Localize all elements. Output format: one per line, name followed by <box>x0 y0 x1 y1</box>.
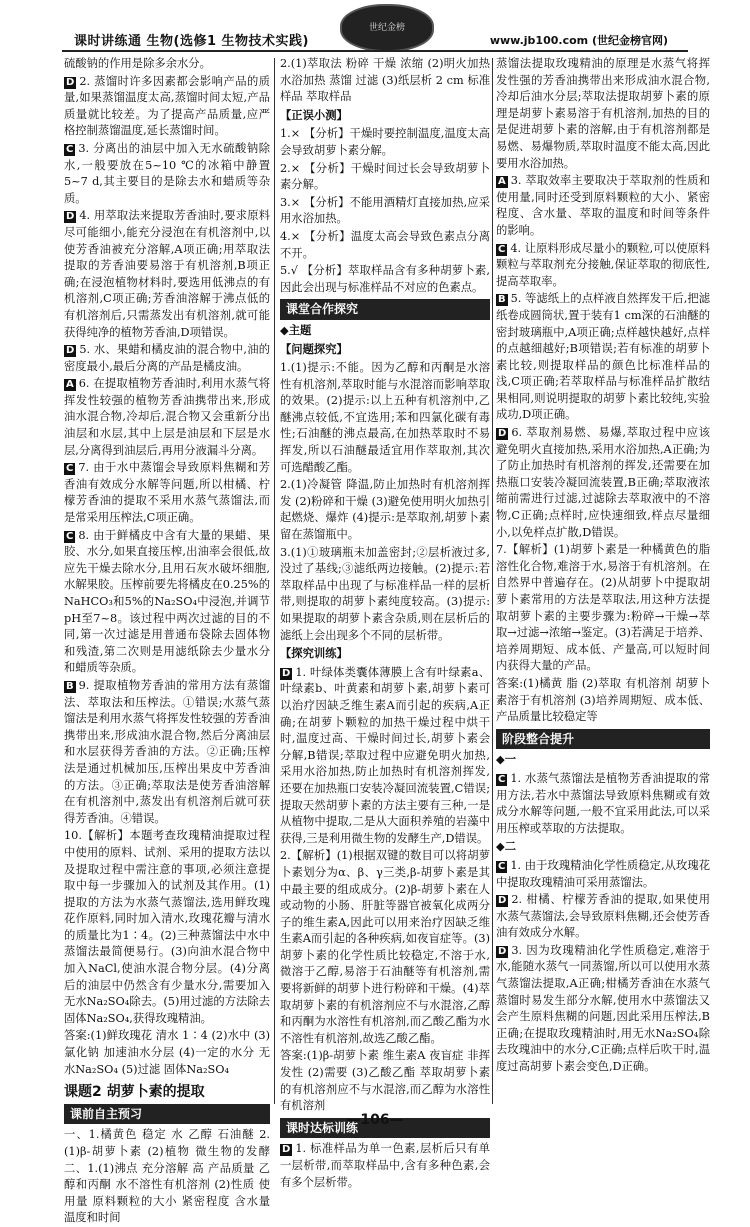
paragraph-text: 2.× 【分析】干燥时间过长会导致胡萝卜素分解。 <box>280 161 490 192</box>
paragraph-text: ◆主题 <box>280 323 312 337</box>
answer-letter-badge: C <box>498 243 506 255</box>
paragraph-text: 答案:(1)β-胡萝卜素 维生素A 夜盲症 非挥发性 (2)需要 (3)乙酸乙酯 萃取胡萝卜素的有机溶剂应不与水混溶,而乙醇为水溶性有机溶剂 <box>280 1049 490 1113</box>
answer-paragraph <box>280 545 490 645</box>
answer-letter-badge: D <box>66 76 75 88</box>
paragraph-text: 一、1.橘黄色 稳定 水 乙醇 石油醚 2.(1)β-胡萝卜素 (2)植物 微生物的发酵 二、1.(1)沸点 充分溶解 高 产品质量 乙醇和丙酮 水不溶性有机溶剂 (2)性质 使用量 原料颗粒的大小 紧密程度 含水量 温度和时间 <box>64 1128 270 1225</box>
paragraph-text: 6. 萃取剂易燃、易爆,萃取过程中应该避免明火直接加热,采用水浴加热,A正确;为了防止加热时有机溶剂的挥发,还需要在加热瓶口安装冷凝回流装置,B正确;萃取液浓缩前需进行过滤,过滤除去萃取液中的不溶物,C正确;点样时,应快速细致,样点尽量细小,以免样点扩散,D错误。 <box>496 426 710 539</box>
paragraph-text: 3. 萃取效率主要取决于萃取剂的性质和使用量,同时还受到原料颗粒的大小、紧密程度、含水量、萃取的温度和时间等条件的影响。 <box>496 174 710 237</box>
answer-paragraph <box>64 376 270 459</box>
paragraph-text: 2.(1)萃取法 粉碎 干燥 浓缩 (2)明火加热 水浴加热 蒸馏 过滤 (3)纸层析 2 cm 标准样品 萃取样品 <box>280 57 490 104</box>
paragraph-text: 2. 柑橘、柠檬芳香油的提取,如果使用水蒸气蒸馏法,会导致原料焦糊,还会使芳香油有效成分水解。 <box>496 893 710 940</box>
paragraph-text: 4. 用萃取法来提取芳香油时,要求原料尽可能细小,能充分浸泡在有机溶剂中,以使芳香油被充分溶解,A项正确;用萃取法提取的芳香油要易溶于有机溶剂,B项正确;在浸泡植物材料时,要选用低沸点的有机溶剂,C项正确;芳香油溶解于沸点低的有机溶剂后,只需蒸发出有机溶剂,就可能获得纯净的植物芳香油,D项错误。 <box>64 209 270 339</box>
answer-paragraph <box>280 229 490 262</box>
answer-paragraph <box>280 665 490 848</box>
answer-paragraph <box>280 360 490 476</box>
answer-paragraph <box>64 141 270 207</box>
answer-paragraph <box>280 195 490 228</box>
column-right <box>496 56 710 1106</box>
answer-letter-badge: D <box>498 945 507 957</box>
answer-paragraph <box>64 74 270 140</box>
answer-paragraph <box>280 1141 490 1191</box>
answer-paragraph <box>64 1028 270 1078</box>
answer-paragraph <box>64 56 270 73</box>
answer-letter-badge: D <box>282 667 291 679</box>
paragraph-text: 6. 在提取植物芳香油时,利用水蒸气将挥发性较强的植物芳香油携带出来,形成油水混合物,冷却后,混合物又会重新分出油层和水层,其中上层是油层和下层是水层,分离得到油层后,再用分液漏斗分离。 <box>64 377 270 457</box>
answer-paragraph <box>64 528 270 677</box>
answer-letter-badge: D <box>498 895 507 907</box>
paragraph-text: ◆一 <box>496 753 516 767</box>
paragraph-text: 3. 因为玫瑰精油化学性质稳定,难溶于水,能随水蒸气一同蒸馏,所以可以使用水蒸气蒸馏法提取,A正确;柑橘芳香油在水蒸气蒸馏时易发生部分水解,使用水中蒸馏法又会产生原料焦糊的问题,因此采用压榨法,B正确;在提取玫瑰精油时,用无水Na₂SO₄除去玫瑰油中的水分,C正确;点样后吹干时,温度过高胡萝卜素会变色,D正确。 <box>496 943 710 1074</box>
answer-letter-badge: B <box>66 680 74 692</box>
paragraph-text: 8. 由于鲜橘皮中含有大量的果蜡、果胶、水分,如果直接压榨,出油率会很低,故应先干燥去除水分,且用石灰水破坏细胞,水解果胶。压榨前要先将橘皮在0.25%的NaHCO₃和5%的Na₂SO₄中浸泡,并调节pH至7~8。该过程中两次过滤的目的不同,第一次过滤是用普通布袋除去固体物和残渣,第二次则是用滤纸除去少量水分和蜡质等杂质。 <box>64 528 270 675</box>
paragraph-text: 3.(1)①玻璃瓶未加盖密封;②层析液过多,没过了基线;③滤纸两边接触。(2)提示:若萃取样品中出现了与标准样品一样的层析带,则提取的胡萝卜素纯度较高。(3)提示:如果提取的胡萝卜素含杂质,则在层析后的滤纸上会出现多个不同的层析带。 <box>280 545 490 642</box>
paragraph-text: 5. 等滤纸上的点样液自然挥发干后,把滤纸卷成圆筒状,置于装有1 cm深的石油醚的密封玻璃瓶中,A项正确;点样越快越好,点样的点越细越好;B项错误;若有标准的胡萝卜素比较,则提取样品的颜色比标准样品的浅,C项正确;若萃取样品与标准样品扩散结果相同,则说明提取的胡萝卜素比较纯,实验成功,D项正确。 <box>496 292 710 422</box>
answer-paragraph <box>496 943 710 1076</box>
answer-paragraph <box>64 208 270 341</box>
paragraph-text: 硫酸钠的作用是除多余水分。 <box>64 57 211 70</box>
paragraph-text: 4. 让原料形成尽量小的颗粒,可以使原料颗粒与萃取剂充分接触,保证萃取的彻底性,提高萃取率。 <box>496 241 710 288</box>
answer-letter-badge: C <box>66 530 74 542</box>
paragraph-text: 答案:(1)橘黄 脂 (2)萃取 有机溶剂 胡萝卜素溶于有机溶剂 (3)培养周期短、成本低、产品质量比较稳定等 <box>496 676 710 724</box>
answer-paragraph <box>496 291 710 424</box>
paragraph-text: 2.(1)冷凝管 降温,防止加热时有机溶剂挥发 (2)粉碎和干燥 (3)避免使用明火加热引起燃烧、爆炸 (4)提示:是萃取剂,胡萝卜素留在蒸馏瓶中。 <box>280 478 490 542</box>
answer-paragraph <box>64 342 270 375</box>
paragraph-text: 3. 分离出的油层中加入无水硫酸钠除水,一般要放在5~10 ℃的冰箱中静置5~7 d,其主要目的是除去水和蜡质等杂质。 <box>64 141 270 205</box>
answer-letter-badge: D <box>66 211 75 223</box>
paragraph-text: 蒸馏法提取玫瑰精油的原理是水蒸气将挥发性强的芳香油携带出来形成油水混合物,冷却后油水分层;萃取法提取胡萝卜素的原理是胡萝卜素易溶于有机溶剂,加热的目的是促进胡萝卜素的溶解,由于有机溶剂都是易燃、易爆物质,萃取时温度不能太高,因此要用水浴加热。 <box>496 57 710 170</box>
paragraph-text: 2. 蒸馏时许多因素都会影响产品的质量,如果蒸馏温度太高,蒸馏时间太短,产品质量就比较差。为了提高产品质量,应严格控制蒸馏温度,延长蒸馏时间。 <box>64 74 270 138</box>
website-url: www.jb100.com (世纪金榜官网) <box>489 34 668 47</box>
answer-paragraph <box>496 892 710 942</box>
paragraph-text: 1. 水蒸气蒸馏法是植物芳香油提取的常用方法,若水中蒸馏法导致原料焦糊或有效成分水解等问题,一般不宜采用此法,可以采用压榨或萃取的方法提取。 <box>496 771 710 835</box>
answer-letter-badge: C <box>66 143 74 155</box>
answer-paragraph <box>64 828 270 1027</box>
paragraph-text: 1.× 【分析】干燥时要控制温度,温度太高会导致胡萝卜素分解。 <box>280 127 490 157</box>
paragraph-text: 【探究训练】 <box>280 647 348 661</box>
section-heading <box>496 729 710 750</box>
answer-letter-badge: C <box>498 860 506 872</box>
paragraph-text: 课题2 胡萝卜素的提取 <box>64 1084 205 1101</box>
answer-paragraph <box>280 263 490 296</box>
paragraph-text: 3.× 【分析】不能用酒精灯直接加热,应采用水浴加热。 <box>280 195 490 226</box>
paragraph-text: 【正误小测】 <box>280 108 348 122</box>
answer-paragraph <box>280 126 490 159</box>
answer-paragraph <box>496 858 710 891</box>
answer-paragraph <box>280 161 490 194</box>
paragraph-text: 7. 由于水中蒸馏会导致原料焦糊和芳香油有效成分水解等问题,所以柑橘、柠檬芳香油的提取不采用水蒸气蒸馏法,而是常采用压榨法,C项正确。 <box>64 461 270 525</box>
answer-paragraph <box>64 460 270 526</box>
subsection-tag <box>280 323 490 340</box>
subsection-tag <box>280 108 490 125</box>
paragraph-text: 4.× 【分析】温度太高会导致色素点分离不开。 <box>280 229 490 260</box>
paragraph-text: 课时达标训练 <box>286 1120 359 1135</box>
answer-letter-badge: D <box>498 428 507 440</box>
answer-paragraph <box>280 848 490 1047</box>
publisher-logo <box>340 4 434 52</box>
header-rule <box>62 50 688 52</box>
subsection-tag <box>280 646 490 663</box>
answer-paragraph <box>496 425 710 541</box>
answer-letter-badge: D <box>66 345 75 357</box>
answer-paragraph <box>64 1127 270 1227</box>
answer-paragraph <box>64 678 270 827</box>
section-heading <box>280 299 490 320</box>
paragraph-text: 【问题探究】 <box>280 342 348 356</box>
lesson-title <box>64 1084 270 1101</box>
paragraph-text: 5. 水、果蜡和橘皮油的混合物中,油的密度最小,最后分离的产品是橘皮油。 <box>64 343 270 373</box>
paragraph-text: 答案:(1)鲜玫瑰花 清水 1∶4 (2)水中 (3)氯化钠 加速油水分层 (4)一定的水分 无水Na₂SO₄ (5)过滤 固体Na₂SO₄ <box>64 1029 270 1076</box>
paragraph-text: 阶段整合提升 <box>502 731 575 746</box>
paragraph-text: 10.【解析】本题考查玫瑰精油提取过程中使用的原料、试剂、采用的提取方法以及提取过程中需注意的事项,必须注意提取中每一步骤加入的试剂及其作用。(1)提取的方法为水蒸气蒸馏法,选用鲜玫瑰花作原料,同时加入清水,玫瑰花瓣与清水的质量比为1∶4。(2)三种蒸馏法中水中蒸馏法最简便易行。(3)向油水混合物中加入NaCl,使油水混合物分层。(4)分离后的油层中仍然含有少量水分,需要加入无水Na₂SO₄除去。(5)用过滤的方法除去固体Na₂SO₄,获得玫瑰精油。 <box>64 829 270 1025</box>
paragraph-text: 1. 标准样品为单一色素,层析后只有单一层析带,而萃取样品中,含有多种色素,会有多个层析带。 <box>280 1142 490 1189</box>
answer-paragraph <box>496 173 710 239</box>
paragraph-text: 5.√ 【分析】萃取样品含有多种胡萝卜素,因此会出现与标准样品不对应的色素点。 <box>280 264 490 294</box>
answer-paragraph <box>496 241 710 291</box>
page-header <box>0 0 750 52</box>
answer-letter-badge: D <box>282 1144 291 1156</box>
answer-paragraph <box>496 771 710 837</box>
subsection-tag <box>496 839 710 856</box>
subsection-tag <box>280 342 490 359</box>
paragraph-text: 2.【解析】(1)根据双键的数目可以将胡萝卜素划分为α、β、γ三类,β-胡萝卜素是其中最主要的组成成分。(2)β-胡萝卜素在人或动物的小肠、肝脏等器官被氧化成两分子的维生素A,因此可以用来治疗因缺乏维生素A而引起的各种疾病,如夜盲症等。(3)胡萝卜素的化学性质比较稳定,不溶于水,微溶于乙醇,易溶于石油醚等有机溶剂,需要将新鲜的胡萝卜进行粉碎和干燥。(4)萃取胡萝卜素的有机溶剂应不与水混溶,乙醇和丙酮为水溶性有机溶剂,而乙酸乙酯为水不溶性有机溶剂,故选乙酸乙酯。 <box>280 849 490 1045</box>
paragraph-text: 课前自主预习 <box>70 1106 143 1121</box>
paragraph-text: 课堂合作探究 <box>286 302 359 317</box>
paragraph-text: 1. 由于玫瑰精油化学性质稳定,从玫瑰花中提取玫瑰精油可采用蒸馏法。 <box>496 858 710 889</box>
column-divider <box>492 58 493 1104</box>
answer-letter-badge: A <box>498 176 506 188</box>
answer-letter-badge: B <box>498 294 506 306</box>
answer-letter-badge: C <box>66 463 74 475</box>
page-number: —106— <box>346 1112 404 1128</box>
answer-paragraph <box>280 56 490 106</box>
book-title: 课时讲练通 生物(选修1 生物技术实践) <box>74 34 309 49</box>
paragraph-text: 7.【解析】(1)胡萝卜素是一种橘黄色的脂溶性化合物,难溶于水,易溶于有机溶剂。在自然界中普遍存在。(2)从胡萝卜中提取胡萝卜素常用的方法是萃取法,用这种方法提取胡萝卜素的主要步骤为:粉碎→干燥→萃取→过滤→浓缩→鉴定。(3)若满足于培养、培养周期短、成本低、产量高,可以短时间内获得大量的产品。 <box>496 543 710 673</box>
answer-paragraph <box>496 676 710 726</box>
subsection-tag <box>496 752 710 769</box>
answer-letter-badge: C <box>498 773 506 785</box>
paragraph-text: 1.(1)提示:不能。因为乙醇和丙酮是水溶性有机溶剂,萃取时能与水混溶而影响萃取的效果。(2)提示:以上五种有机溶剂中,乙醚沸点较低,不宜选用;苯和四氯化碳有毒性;石油醚的沸点最高,在加热萃取时不易挥发,所以石油醚最适宜用作萃取剂,其次可选醋酸乙酯。 <box>280 361 490 474</box>
column-divider <box>274 58 275 1104</box>
answer-letter-badge: A <box>66 379 74 391</box>
answer-paragraph <box>496 56 710 172</box>
answer-paragraph <box>280 477 490 543</box>
answer-paragraph <box>496 542 710 675</box>
answer-paragraph <box>280 1048 490 1114</box>
paragraph-text: 1. 叶绿体类囊体薄膜上含有叶绿素a、叶绿素b、叶黄素和胡萝卜素,胡萝卜素可以治疗因缺乏维生素A而引起的疾病,A正确;在胡萝卜颗粒的加热干燥过程中烘干时,温度过高、干燥时间过长,胡萝卜素会分解,B错误;萃取过程中应避免明火加热,采用水浴加热,防止加热时有机溶剂挥发,还要在加热瓶口安装冷凝回流装置,C错误;提取天然胡萝卜素的方法主要有三种,一是从植物中提取,二是从大面积养殖的岩藻中获得,三是利用微生物的发酵生产,D错误。 <box>280 665 490 845</box>
column-left <box>64 56 270 1225</box>
logo-text: 世纪金榜 <box>368 23 405 33</box>
paragraph-text: 9. 提取植物芳香油的常用方法有蒸馏法、萃取法和压榨法。①错误;水蒸气蒸馏法是利用水蒸气将挥发性较强的芳香油携带出来,形成油水混合物,然后分离油层和水层获得芳香油的方法。②正确;压榨法是通过机械加压,压榨出果皮中芳香油的方法。③正确;萃取法是使芳香油溶解在有机溶剂中,蒸发出有机溶剂后就可获得芳香油。④错误。 <box>64 678 270 825</box>
paragraph-text: ◆二 <box>496 840 516 854</box>
